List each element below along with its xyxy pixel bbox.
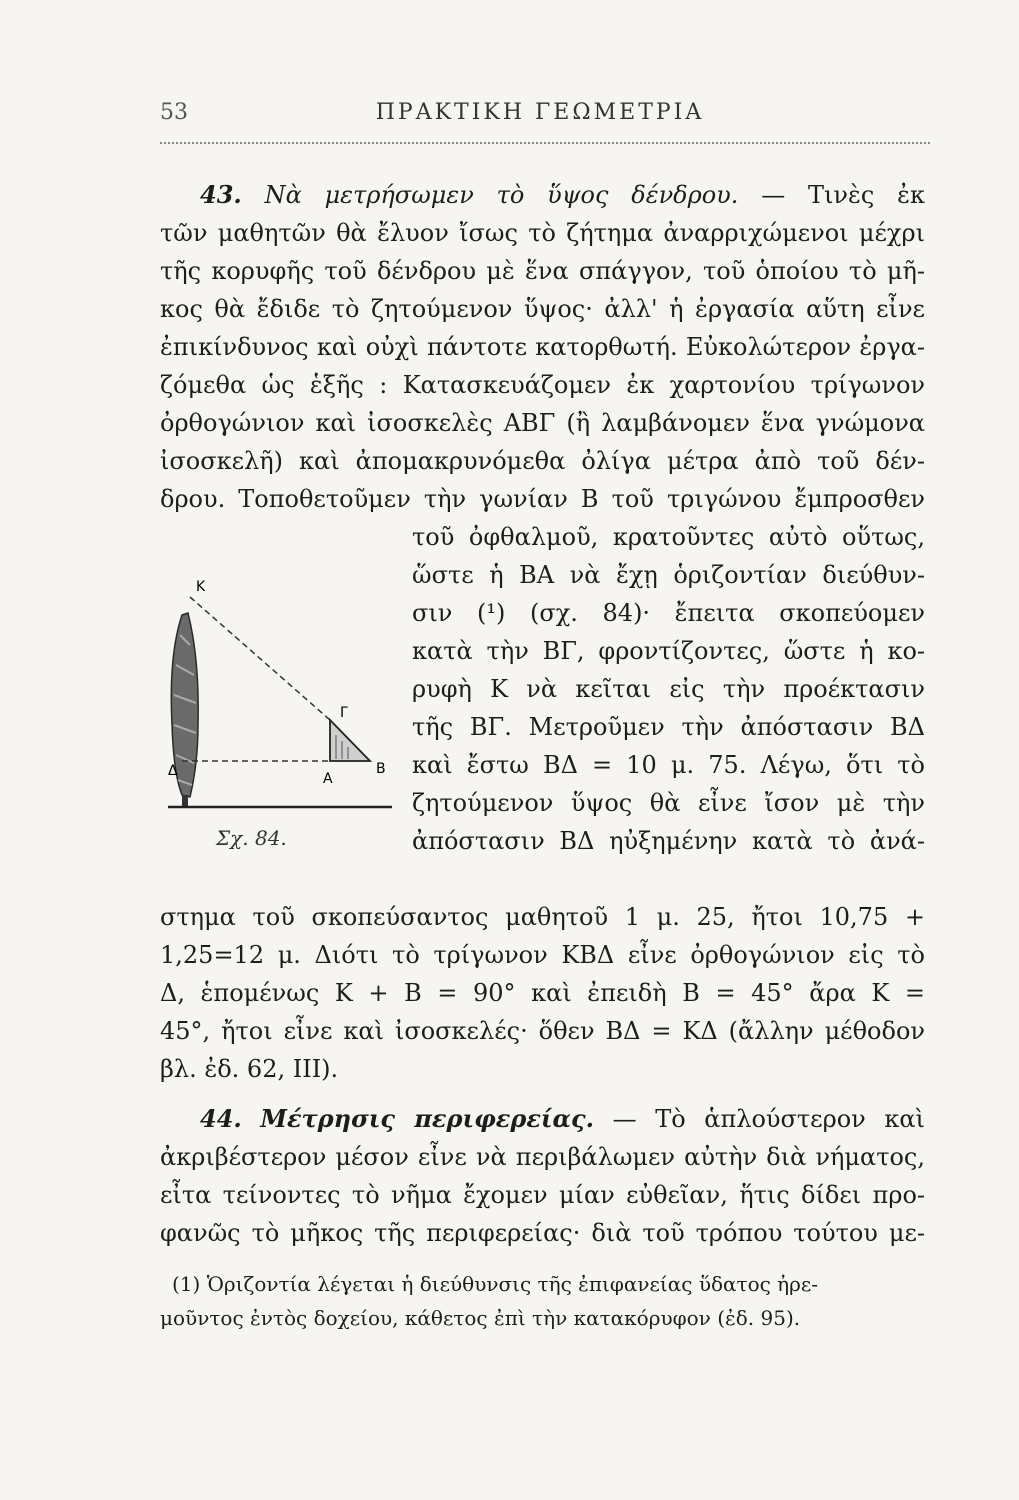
text-line: ἀκριβέστερον μέσον εἶνε νὰ περιβάλωμεν αὐτὴν διὰ νήματος,	[160, 1143, 925, 1171]
section-number: 43.	[200, 180, 242, 209]
text-line: ἐπικίνδυνος καὶ οὐχὶ πάντοτε κατορθωτή. Εὐκολώτερον ἐργα-	[160, 333, 925, 361]
figure-caption: Σχ. 84.	[216, 826, 287, 850]
label-A: Α	[323, 771, 333, 787]
running-title: ΠΡΑΚΤΙΚΗ ΓΕΩΜΕΤΡΙΑ	[375, 100, 705, 125]
line-BK	[190, 597, 330, 720]
text-line: εἶτα τείνοντες τὸ νῆμα ἔχομεν μίαν εὐθεῖαν, ἥτις δίδει προ-	[160, 1181, 925, 1209]
page-number: 53	[160, 100, 188, 125]
section-number: 44.	[200, 1104, 242, 1133]
side-text-line: τοῦ ὀφθαλμοῦ, κρατοῦντες αὐτὸ οὕτως,	[412, 523, 925, 551]
side-text-line: ζητούμενον ὕψος θὰ εἶνε ἴσον μὲ τὴν	[412, 789, 925, 817]
text-line: ἰσοσκελῆ) καὶ ἀπομακρυνόμεθα ὀλίγα μέτρα ἀπὸ τοῦ δέν-	[160, 447, 925, 475]
text-line: βλ. ἐδ. 62, ΙΙΙ).	[160, 1055, 339, 1083]
side-text-line: σιν (¹) (σχ. 84)· ἔπειτα σκοπεύομεν	[412, 599, 925, 627]
text-line: φανῶς τὸ μῆκος τῆς περιφερείας· διὰ τοῦ τρόπου τούτου με-	[160, 1219, 925, 1247]
text-line: τῶν μαθητῶν θὰ ἔλυον ἴσως τὸ ζήτημα ἀναρριχώμενοι μέχρι	[160, 219, 925, 247]
label-D: Δ	[168, 763, 178, 779]
text-line: στημα τοῦ σκοπεύσαντος μαθητοῦ 1 μ. 25, ἤτοι 10,75 +	[160, 903, 925, 931]
section-title: Νὰ μετρήσωμεν τὸ ὕψος δένδρου.	[264, 181, 739, 209]
text-line: 1,25=12 μ. Διότι τὸ τρίγωνον ΚΒΔ εἶνε ὀρθογώνιον εἰς τὸ	[160, 941, 925, 969]
side-text-line: τῆς ΒΓ. Μετροῦμεν τὴν ἀπόστασιν ΒΔ	[412, 713, 925, 741]
label-B: Β	[376, 761, 386, 777]
text-line: τῆς κορυφῆς τοῦ δένδρου μὲ ἕνα σπάγγον, τοῦ ὁποίου τὸ μῆ-	[160, 257, 925, 285]
side-text-line: κατὰ τὴν ΒΓ, φροντίζοντες, ὥστε ἡ κο-	[412, 637, 925, 665]
text-line: ὀρθογώνιον καὶ ἰσοσκελὲς ΑΒΓ (ἢ λαμβάνομεν ἕνα γνώμονα	[160, 409, 925, 437]
section-title: Μέτρησις περιφερείας.	[260, 1104, 594, 1133]
footnote-line: μοῦντος ἐντὸς δοχείου, κάθετος ἐπὶ τὴν κατακόρυφον (ἐδ. 95).	[160, 1306, 801, 1330]
text-line: κος θὰ ἔδιδε τὸ ζητούμενον ὕψος· ἀλλ' ἡ ἐργασία αὕτη εἶνε	[160, 295, 925, 323]
side-text-line: ἀπόστασιν ΒΔ ηὐξημένην κατὰ τὸ ἀνά-	[412, 827, 925, 855]
label-K: Κ	[196, 579, 206, 595]
side-text-line: ὥστε ἡ ΒΑ νὰ ἔχῃ ὁριζοντίαν διεύθυν-	[412, 561, 925, 589]
text-line: — Τινὲς ἐκ	[761, 181, 925, 209]
label-G: Γ	[340, 705, 348, 721]
text-line: Δ, ἑπομένως Κ + Β = 90° καὶ ἐπειδὴ Β = 45° ἄρα Κ =	[160, 979, 925, 1007]
side-text-line: ρυφὴ Κ νὰ κεῖται εἰς τὴν προέκτασιν	[412, 675, 925, 703]
figure-84	[160, 575, 400, 835]
text-line: 45°, ἤτοι εἶνε καὶ ἰσοσκελές· ὅθεν ΒΔ = ΚΔ (ἄλλην μέθοδον	[160, 1017, 925, 1045]
header-rule	[160, 142, 930, 144]
footnote-line: (1) Ὁριζοντία λέγεται ἡ διεύθυνσις τῆς ἐπιφανείας ὕδατος ἠρε-	[172, 1272, 819, 1296]
section-44-heading	[200, 1100, 925, 1138]
text-line: ζόμεθα ὡς ἑξῆς : Κατασκευάζομεν ἐκ χαρτονίου τρίγωνον	[160, 371, 925, 399]
side-text-line: καὶ ἔστω ΒΔ = 10 μ. 75. Λέγω, ὅτι τὸ	[412, 751, 925, 779]
section-43-heading	[200, 176, 925, 214]
page-header	[160, 100, 920, 134]
text-line: δρου. Τοποθετοῦμεν τὴν γωνίαν Β τοῦ τριγώνου ἔμπροσθεν	[160, 485, 925, 513]
text-line: — Τὸ ἁπλούστερον καὶ	[612, 1105, 925, 1133]
